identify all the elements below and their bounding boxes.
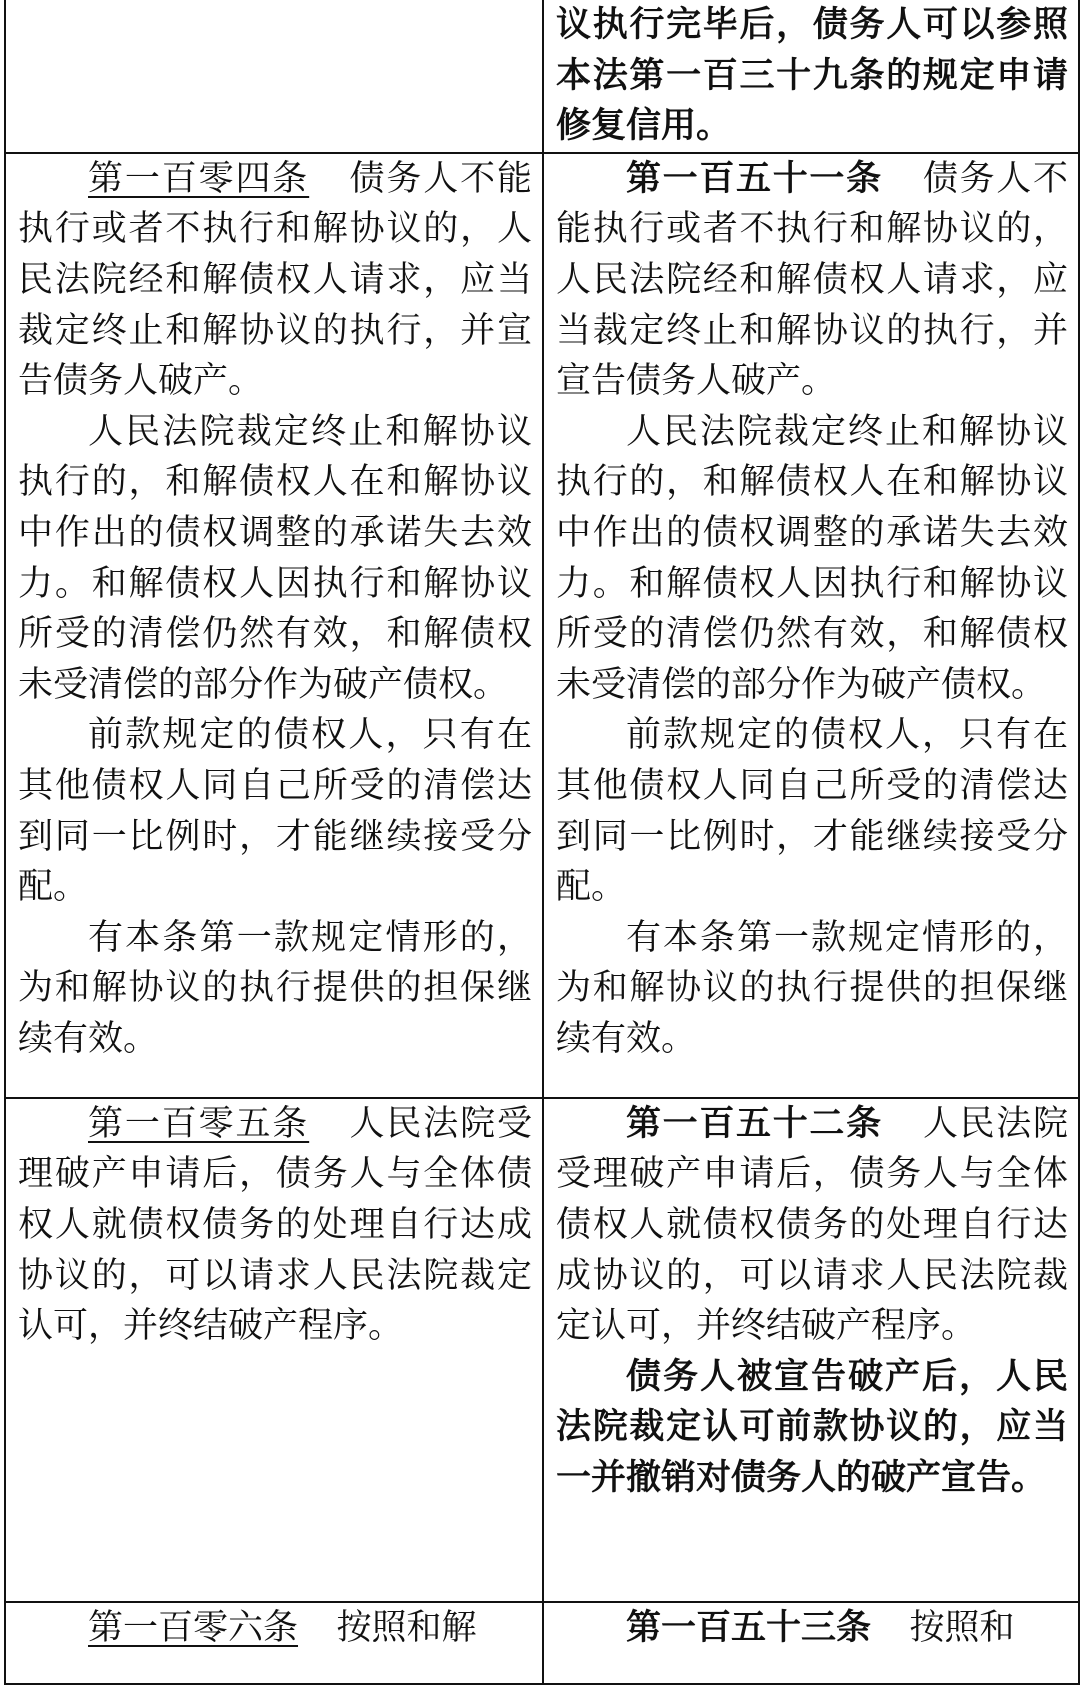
paragraph: 有本条第一款规定情形的，为和解协议的执行提供的担保继续有效。 xyxy=(556,917,1068,1059)
article-number: 第一百五十一条 xyxy=(626,158,883,199)
paragraph: 人民法院裁定终止和解协议执行的，和解债权人在和解协议中作出的债权调整的承诺失去效力。和解债权人因执行和解协议所受的清偿仍然有效，和解债权未受清偿的部分作为破产债权。 xyxy=(18,411,532,705)
article-number: 第一百零六条 xyxy=(88,1607,299,1648)
article-number: 第一百五十二条 xyxy=(626,1103,883,1144)
article-number: 第一百零五条 xyxy=(88,1103,310,1144)
paragraph: 有本条第一款规定情形的，为和解协议的执行提供的担保继续有效。 xyxy=(18,917,532,1059)
article-text: 按照和解 xyxy=(336,1607,477,1648)
added-paragraph: 债务人被宣告破产后，人民法院裁定认可前款协议的，应当一并撤销对债务人的破产宣告。 xyxy=(556,1356,1068,1498)
article-number: 第一百零四条 xyxy=(88,158,310,199)
table-row xyxy=(5,153,1079,1098)
comparison-table xyxy=(4,0,1080,1685)
new-law-cell xyxy=(543,1602,1079,1684)
article-paragraph xyxy=(18,154,532,407)
old-law-cell xyxy=(5,153,543,1098)
article-paragraph xyxy=(556,154,1068,407)
article-text: 按照和 xyxy=(909,1607,1015,1648)
article-paragraph xyxy=(18,1099,532,1352)
article-text: 债务人不能执行或者不执行和解协议的，人民法院经和解债权人请求，应当裁定终止和解协议的执行，并宣告债务人破产。 xyxy=(556,158,1068,402)
new-law-cell xyxy=(543,1098,1079,1602)
new-law-cell xyxy=(543,0,1079,153)
table-row xyxy=(5,1602,1079,1684)
old-law-cell xyxy=(5,1098,543,1602)
article-text: 人民法院受理破产申请后，债务人与全体债权人就债权债务的处理自行达成协议的，可以请求人民法院裁定认可，并终结破产程序。 xyxy=(556,1103,1068,1347)
old-law-cell xyxy=(5,0,543,153)
old-law-cell xyxy=(5,1602,543,1684)
table-row xyxy=(5,0,1079,153)
article-text: 债务人不能执行或者不执行和解协议的，人民法院经和解债权人请求，应当裁定终止和解协议的执行，并宣告债务人破产。 xyxy=(18,158,532,402)
article-paragraph xyxy=(18,1603,532,1654)
article-number: 第一百五十三条 xyxy=(626,1607,872,1648)
article-paragraph xyxy=(556,1099,1068,1352)
paragraph: 人民法院裁定终止和解协议执行的，和解债权人在和解协议中作出的债权调整的承诺失去效力。和解债权人因执行和解协议所受的清偿仍然有效，和解债权未受清偿的部分作为破产债权。 xyxy=(556,411,1068,705)
article-text: 人民法院受理破产申请后，债务人与全体债权人就债权债务的处理自行达成协议的，可以请求人民法院裁定认可，并终结破产程序。 xyxy=(18,1103,532,1347)
paragraph: 议执行完毕后，债务人可以参照本法第一百三十九条的规定申请修复信用。 xyxy=(556,5,1068,147)
table-row xyxy=(5,1098,1079,1602)
paragraph: 前款规定的债权人，只有在其他债权人同自己所受的清偿达到同一比例时，才能继续接受分配。 xyxy=(18,715,532,908)
article-paragraph xyxy=(556,1603,1068,1654)
new-law-cell xyxy=(543,153,1079,1098)
paragraph: 前款规定的债权人，只有在其他债权人同自己所受的清偿达到同一比例时，才能继续接受分配。 xyxy=(556,715,1068,908)
